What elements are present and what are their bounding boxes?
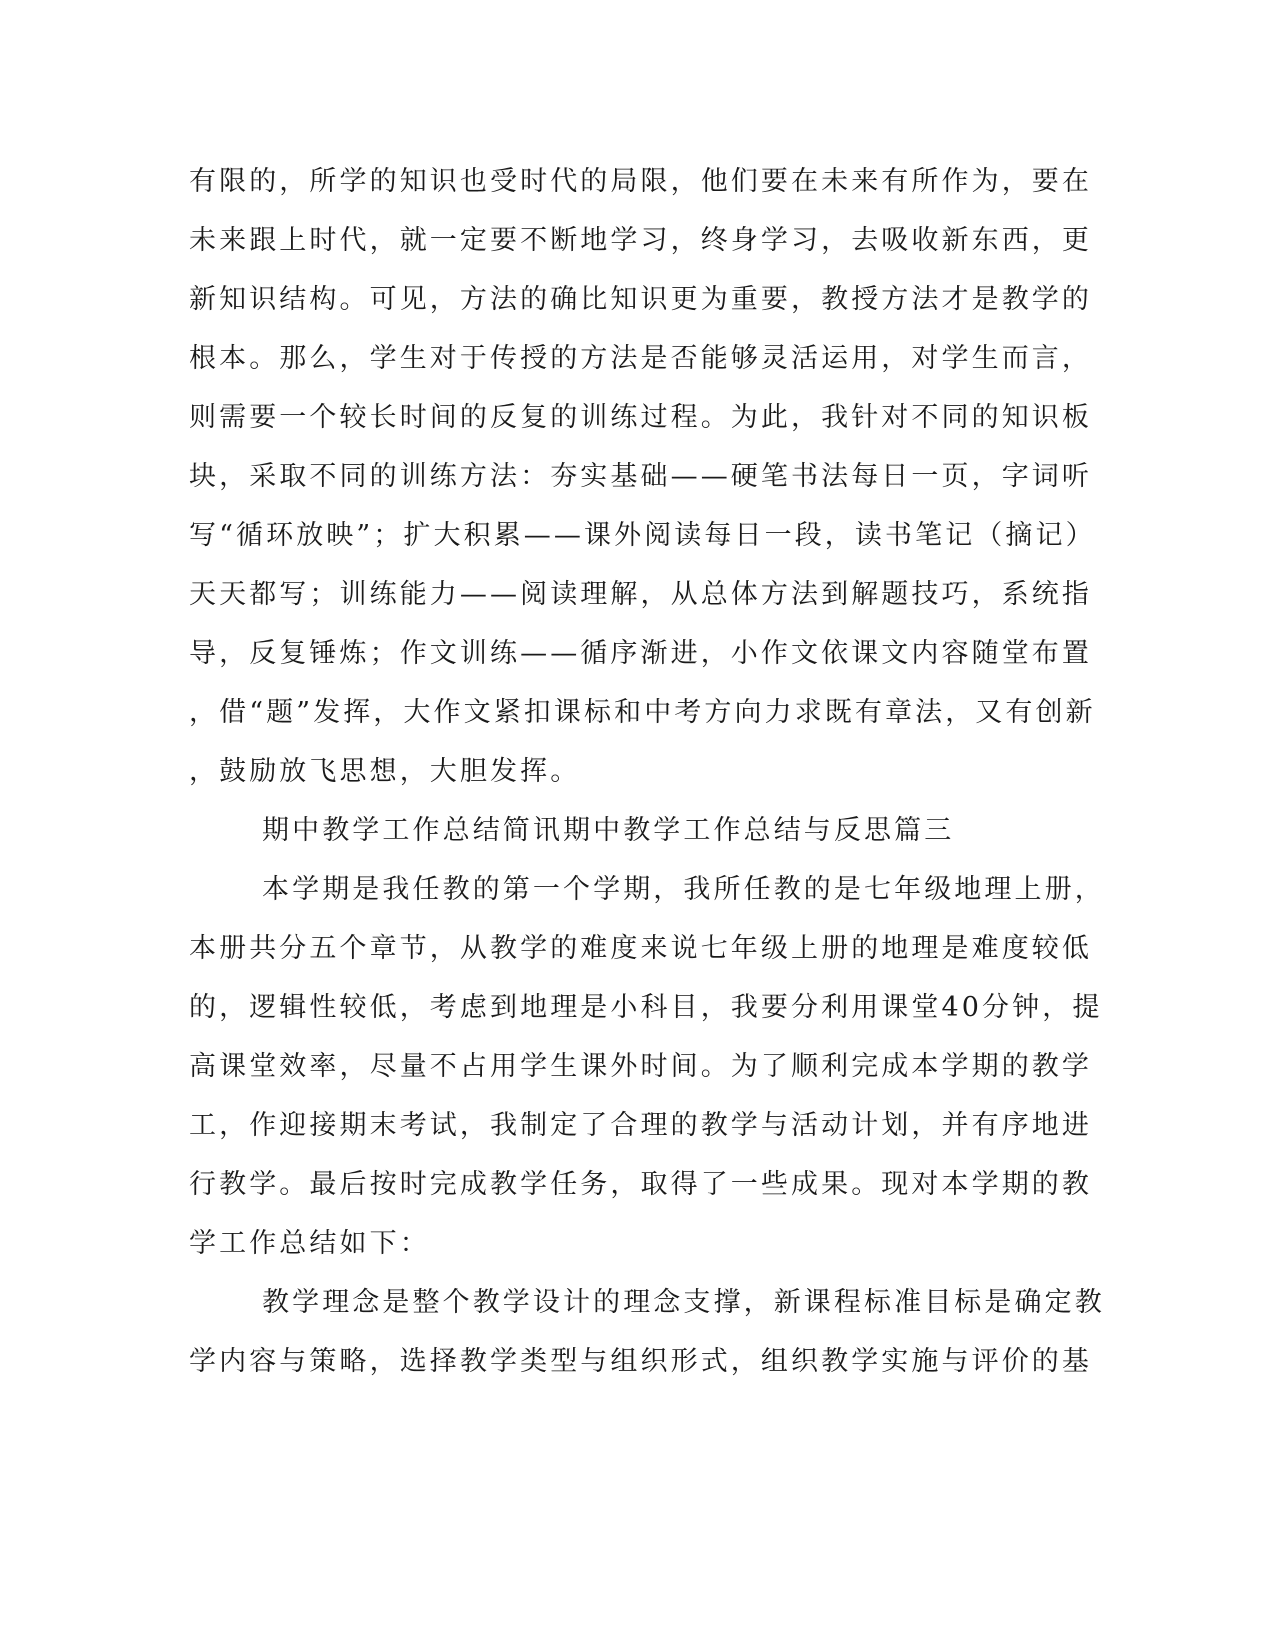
text-line: 导，反复锤炼；作文训练——循序渐进，小作文依课文内容随堂布置	[189, 638, 1092, 669]
text-line: 新知识结构。可见，方法的确比知识更为重要，教授方法才是教学的	[189, 284, 1092, 315]
section-heading: 期中教学工作总结简讯期中教学工作总结与反思篇三	[262, 815, 955, 846]
text-line: 块，采取不同的训练方法：夯实基础——硬笔书法每日一页，字词听	[189, 461, 1092, 492]
text-line: 则需要一个较长时间的反复的训练过程。为此，我针对不同的知识板	[189, 402, 1092, 433]
text-line: 写“循环放映”；扩大积累——课外阅读每日一段，读书笔记（摘记）	[189, 520, 1096, 551]
text-line: 根本。那么，学生对于传授的方法是否能够灵活运用，对学生而言，	[189, 343, 1092, 374]
text-line: 未来跟上时代，就一定要不断地学习，终身学习，去吸收新东西，更	[189, 225, 1092, 256]
text-line: 学工作总结如下：	[189, 1228, 430, 1259]
text-line: 的，逻辑性较低，考虑到地理是小科目，我要分利用课堂40分钟，提	[189, 992, 1103, 1023]
text-line: 行教学。最后按时完成教学任务，取得了一些成果。现对本学期的教	[189, 1169, 1092, 1200]
text-line: 本册共分五个章节，从教学的难度来说七年级上册的地理是难度较低	[189, 933, 1092, 964]
paragraph-start: 本学期是我任教的第一个学期，我所任教的是七年级地理上册，	[262, 874, 1105, 905]
paragraph-start: 教学理念是整个教学设计的理念支撑，新课程标准目标是确定教	[262, 1287, 1105, 1318]
text-line: 有限的，所学的知识也受时代的局限，他们要在未来有所作为，要在	[189, 166, 1092, 197]
text-line: 高课堂效率，尽量不占用学生课外时间。为了顺利完成本学期的教学	[189, 1051, 1092, 1082]
text-line: ，借“题”发挥，大作文紧扣课标和中考方向力求既有章法，又有创新	[189, 697, 1096, 728]
text-line: ，鼓励放飞思想，大胆发挥。	[189, 756, 581, 787]
text-line: 工，作迎接期末考试，我制定了合理的教学与活动计划，并有序地进	[189, 1110, 1092, 1141]
text-line: 学内容与策略，选择教学类型与组织形式，组织教学实施与评价的基	[189, 1346, 1092, 1377]
text-line: 天天都写；训练能力——阅读理解，从总体方法到解题技巧，系统指	[189, 579, 1092, 610]
